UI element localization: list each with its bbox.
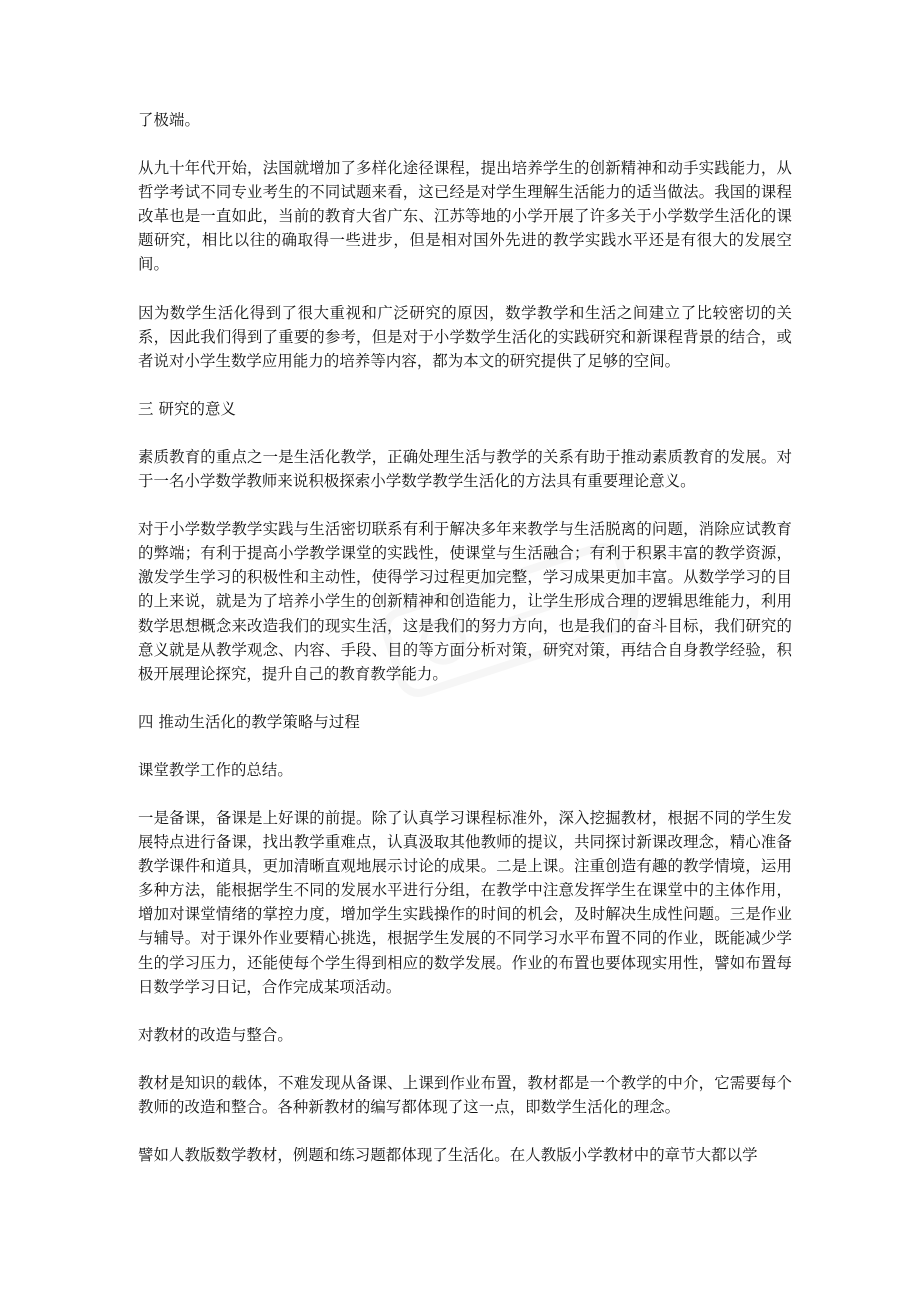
paragraph-research-space: 因为数学生活化得到了很大重视和广泛研究的原因，数学教学和生活之间建立了比较密切的关系，因此我们得到了重要的参考，但是对于小学数学生活化的实践研究和新课程背景的结合，或者说对小学生数学应用能力的培养等内容，都为本文的研究提供了足够的空间。 (138, 303, 792, 370)
paragraph-significance-details: 对于小学数学教学实践与生活密切联系有利于解决多年来教学与生活脱离的问题，消除应试教育的弊端；有利于提高小学教学课堂的实践性，使课堂与生活融合；有利于积累丰富的教学资源，激发学生学习的积极性和主动性，使得学习过程更加完整，学习成果更加丰富。从数学学习的目的上来说，就是为了培养小学生的创新精神和创造能力，让学生形成合理的逻辑思维能力，利用数学思想概念来改造我们的现实生活，这是我们的努力方向，也是我们的奋斗目标，我们研究的意义就是从教学观念、内容、手段、目的等方面分析对策，研究对策，再结合自身教学经验，积极开展理论探究，提升自己的教育教学能力。 (138, 520, 792, 683)
paragraph-lesson-process: 一是备课，备课是上好课的前提。除了认真学习课程标准外，深入挖掘教材，根据不同的学生发展特点进行备课，找出教学重难点，认真汲取其他教师的提议，共同探讨新课改理念，精心准备教学课件和道具，更加清晰直观地展示讨论的成果。二是上课。注重创造有趣的教学情境，运用多种方法，能根据学生不同的发展水平进行分组，在教学中注意发挥学生在课堂中的主体作用，增加对课堂情绪的掌控力度，增加学生实践操作的时间的机会，及时解决生成性问题。三是作业与辅导。对于课外作业要精心挑选，根据学生发展的不同学习水平布置不同的作业，既能减少学生的学习压力，还能使每个学生得到相应的数学发展。作业的布置也要体现实用性，譬如布置每日数学学习日记，合作完成某项活动。 (138, 808, 792, 996)
paragraph-material-integration-heading: 对教材的改造与整合。 (138, 1025, 293, 1044)
section-heading-strategies: 四 推动生活化的教学策略与过程 (138, 712, 360, 731)
paragraph-ending-fragment: 了极端。 (138, 111, 200, 129)
paragraph-textbook-example: 譬如人教版数学教材，例题和练习题都体现了生活化。在人教版小学教材中的章节大都以学 (138, 1146, 758, 1164)
paragraph-classroom-summary-heading: 课堂教学工作的总结。 (138, 760, 293, 779)
section-heading-significance: 三 研究的意义 (138, 399, 236, 418)
paragraph-international-comparison: 从九十年代开始，法国就增加了多样化途径课程，提出培养学生的创新精神和动手实践能力，从哲学考试不同专业考生的不同试题来看，这已经是对学生理解生活能力的适当做法。我国的课程改革也是一直如此，当前的教育大省广东、江苏等地的小学开展了许多关于小学数学生活化的课题研究，相比以往的确取得一些进步，但是相对国外先进的教学实践水平还是有很大的发展空间。 (138, 159, 792, 274)
paragraph-material-role: 教材是知识的载体，不难发现从备课、上课到作业布置，教材都是一个教学的中介，它需要每个教师的改造和整合。各种新教材的编写都体现了这一点，即数学生活化的理念。 (138, 1073, 792, 1116)
document-body (138, 108, 792, 1191)
paragraph-quality-education: 素质教育的重点之一是生活化教学，正确处理生活与教学的关系有助于推动素质教育的发展。对于一名小学数学教师来说积极探索小学数学教学生活化的方法具有重要理论意义。 (138, 447, 792, 491)
